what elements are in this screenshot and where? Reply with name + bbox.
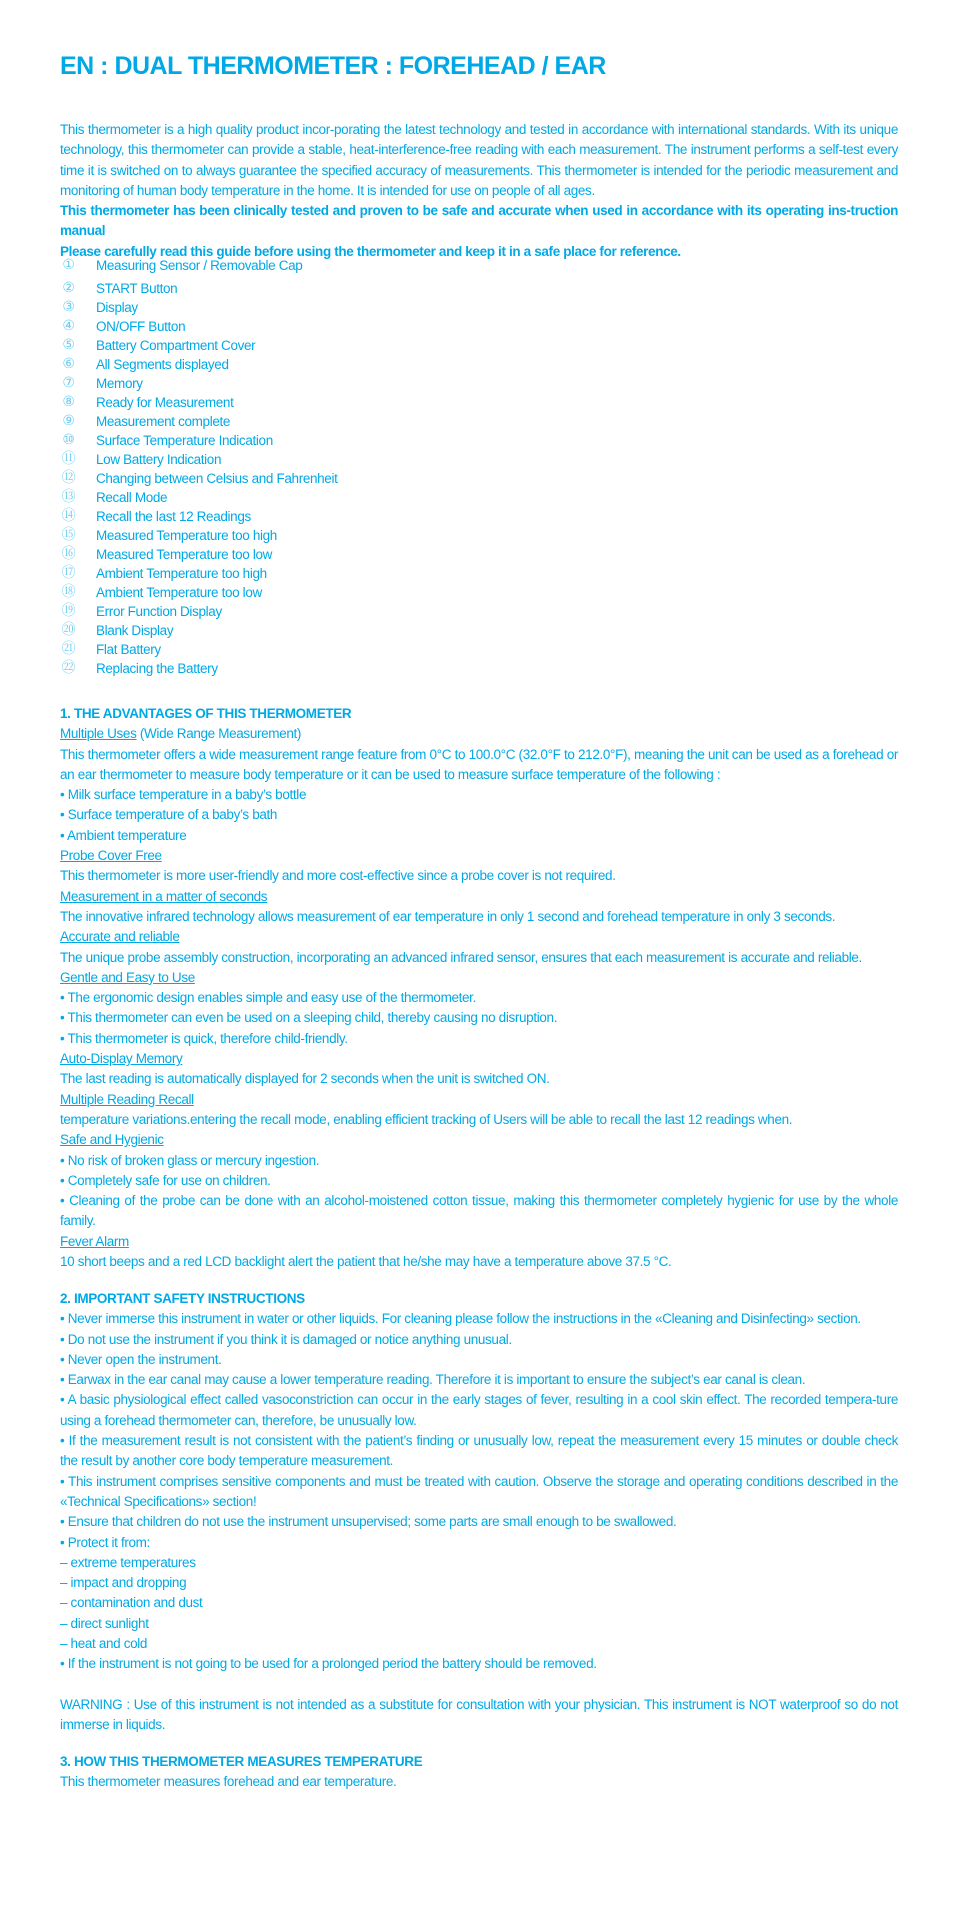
parts-list-item	[60, 256, 898, 275]
body-text: temperature variations.entering the recall mode, enabling efficient tracking of Users will be able to recall the last 12 readings when.	[60, 1111, 793, 1127]
item-label: Flat Battery	[96, 642, 161, 657]
parts-list-item	[60, 431, 898, 450]
body-text: The last reading is automatically displayed for 2 seconds when the unit is switched ON.	[60, 1071, 550, 1087]
parts-list-item	[60, 317, 898, 336]
bullet-item: • Surface temperature of a baby’s bath	[60, 807, 278, 823]
parts-list-item	[60, 564, 898, 583]
item-label: Blank Display	[96, 623, 174, 638]
parts-list-item	[60, 336, 898, 355]
dash-item: – direct sunlight	[60, 1615, 149, 1631]
parts-list-item	[60, 469, 898, 488]
bullet-item: • This thermometer can even be used on a sleeping child, thereby causing no disruption.	[60, 1010, 558, 1026]
dash-item: – impact and dropping	[60, 1575, 187, 1591]
bullet-item: • Do not use the instrument if you think it is damaged or notice anything unusual.	[60, 1331, 512, 1347]
item-number: ⑮	[61, 526, 76, 542]
section-how-it-measures	[60, 1752, 898, 1793]
bullet-item: • Completely safe for use on children.	[60, 1172, 271, 1188]
intro-clinical-note: This thermometer has been clinically tested and proven to be safe and accurate when used in accordance with its operating ins-truction manual	[60, 203, 898, 239]
item-label: Display	[96, 300, 138, 315]
item-label: Measuring Sensor / Removable Cap	[96, 258, 303, 273]
item-number: ⑰	[61, 564, 76, 580]
item-number: ⑧	[62, 393, 75, 409]
parts-list-item	[60, 507, 898, 526]
parts-list-item	[60, 640, 898, 659]
parts-list-item	[60, 545, 898, 564]
bullet-item: • Cleaning of the probe can be done with an alcohol-moistened cotton tissue, making this thermometer completely hygienic for use by the whole family.	[60, 1193, 898, 1229]
item-number: ⑦	[62, 374, 75, 390]
item-number: ㉑	[61, 640, 76, 656]
item-label: Measured Temperature too high	[96, 528, 277, 543]
subheading: Accurate and reliable	[60, 929, 180, 945]
item-label: All Segments displayed	[96, 357, 229, 372]
subheading: Probe Cover Free	[60, 848, 162, 864]
item-number: ㉒	[61, 659, 76, 675]
body-text: This thermometer measures forehead and ear temperature.	[60, 1774, 397, 1790]
body-text: The innovative infrared technology allows measurement of ear temperature in only 1 second and forehead temperature in only 3 seconds.	[60, 908, 836, 924]
item-label: Battery Compartment Cover	[96, 338, 256, 353]
parts-list-item	[60, 412, 898, 431]
parts-list-item	[60, 583, 898, 602]
intro-paragraph: This thermometer is a high quality product incor-porating the latest technology and tested in accordance with international standards. With its unique technology, this thermometer can provide a stable, heat-interference-free reading with each measurement. The instrument performs a self-test every time it is switched on to always guarantee the specified accuracy of measurements. This thermometer is intended for the periodic measurement and monitoring of human body temperature in the home. It is intended for use on people of all ages.	[60, 122, 898, 198]
item-number: ⑤	[62, 336, 75, 352]
parts-list-item	[60, 279, 898, 298]
item-label: START Button	[96, 281, 178, 296]
intro-section	[60, 120, 898, 262]
item-number: ①	[62, 256, 75, 272]
dash-item: – extreme temperatures	[60, 1554, 196, 1570]
multiple-uses-title	[60, 724, 898, 744]
item-number: ④	[62, 317, 75, 333]
item-label: Measurement complete	[96, 414, 231, 429]
parts-list-item	[60, 393, 898, 412]
multiple-uses-text: This thermometer offers a wide measurement range feature from 0°C to 100.0°C (32.0°F to 212.0°F), meaning the unit can be used as a forehead or an ear thermometer to measure body temperature or it can be used to measure surface temperature of the following :	[60, 746, 898, 782]
subheading: Multiple Reading Recall	[60, 1091, 194, 1107]
parts-list-item	[60, 621, 898, 640]
section-heading: 2. IMPORTANT SAFETY INSTRUCTIONS	[60, 1291, 305, 1306]
section-advantages	[60, 704, 898, 1272]
bullet-item: • The ergonomic design enables simple and easy use of the thermometer.	[60, 990, 476, 1006]
bullet-item: • This instrument comprises sensitive components and must be treated with caution. Observe the storage and operating conditions described in the «Technical Specifications» section!	[60, 1473, 898, 1509]
intro-read-guide-note: Please carefully read this guide before using the thermometer and keep it in a safe place for reference.	[60, 243, 681, 259]
bullet-item: • Earwax in the ear canal may cause a lower temperature reading. Therefore it is important to ensure the subject’s ear canal is clean.	[60, 1372, 806, 1388]
item-label: Memory	[96, 376, 143, 391]
body-text: The unique probe assembly construction, incorporating an advanced infrared sensor, ensures that each measurement is accurate and reliable.	[60, 949, 862, 965]
parts-list-item	[60, 298, 898, 317]
parts-list-item	[60, 450, 898, 469]
subheading: Safe and Hygienic	[60, 1132, 164, 1148]
bullet-item: • Ensure that children do not use the instrument unsupervised; some parts are small enough to be swallowed.	[60, 1514, 677, 1530]
bullet-item: • If the instrument is not going to be used for a prolonged period the battery should be removed.	[60, 1656, 597, 1672]
bullet-item: • Never open the instrument.	[60, 1351, 222, 1367]
parts-list-item	[60, 488, 898, 507]
parts-list-item	[60, 374, 898, 393]
item-number: ⑭	[61, 507, 76, 523]
body-text: 10 short beeps and a red LCD backlight alert the patient that he/she may have a temperature above 37.5 °C.	[60, 1254, 672, 1270]
parts-list-item	[60, 526, 898, 545]
dash-item: – heat and cold	[60, 1636, 148, 1652]
subheading: Multiple Uses	[60, 726, 137, 742]
item-label: Measured Temperature too low	[96, 547, 273, 562]
item-label: Error Function Display	[96, 604, 222, 619]
item-label: Recall Mode	[96, 490, 168, 505]
subheading: Gentle and Easy to Use	[60, 969, 195, 985]
item-label: Ambient Temperature too low	[96, 585, 262, 600]
item-number: ⑫	[61, 469, 76, 485]
item-number: ⑬	[61, 488, 76, 504]
bullet-item: • Milk surface temperature in a baby’s bottle	[60, 787, 307, 803]
item-label: ON/OFF Button	[96, 319, 186, 334]
item-number: ③	[62, 298, 75, 314]
subheading: Auto-Display Memory	[60, 1051, 183, 1067]
body-text: This thermometer is more user-friendly and more cost-effective since a probe cover is not required.	[60, 868, 616, 884]
item-label: Surface Temperature Indication	[96, 433, 273, 448]
subheading: Fever Alarm	[60, 1233, 129, 1249]
parts-list-item	[60, 602, 898, 621]
subheading: Measurement in a matter of seconds	[60, 888, 268, 904]
item-label: Changing between Celsius and Fahrenheit	[96, 471, 338, 486]
item-number: ⑱	[61, 583, 76, 599]
section-heading: 3. HOW THIS THERMOMETER MEASURES TEMPERATURE	[60, 1754, 423, 1769]
parts-list-item	[60, 659, 898, 678]
item-number: ⑳	[61, 621, 76, 637]
item-number: ②	[62, 279, 75, 295]
item-number: ⑥	[62, 355, 75, 371]
bullet-item: • Ambient temperature	[60, 827, 187, 843]
section-safety	[60, 1289, 898, 1735]
subheading-note: (Wide Range Measurement)	[136, 726, 302, 742]
dash-item: – contamination and dust	[60, 1595, 203, 1611]
bullet-item: • A basic physiological effect called vasoconstriction can occur in the early stages of fever, resulting in a cool skin effect. The recorded tempera-ture using a forehead thermometer can, therefore, be unusually low.	[60, 1392, 898, 1428]
page-title: EN : DUAL THERMOMETER : FOREHEAD / EAR	[60, 52, 606, 80]
item-label: Low Battery Indication	[96, 452, 222, 467]
bullet-item: • Protect it from:	[60, 1534, 150, 1550]
item-number: ⑯	[61, 545, 76, 561]
bullet-item: • No risk of broken glass or mercury ingestion.	[60, 1152, 320, 1168]
item-number: ⑩	[62, 431, 75, 447]
item-label: Ambient Temperature too high	[96, 566, 267, 581]
bullet-item: • If the measurement result is not consistent with the patient’s finding or unusually low, repeat the measurement every 15 minutes or double check the result by another core body temperature measurement.	[60, 1433, 898, 1469]
bullet-item: • This thermometer is quick, therefore child-friendly.	[60, 1030, 348, 1046]
bullet-item: • Never immerse this instrument in water or other liquids. For cleaning please follow the instructions in the «Cleaning and Disinfecting» section.	[60, 1311, 861, 1327]
parts-list-item	[60, 355, 898, 374]
item-number: ⑲	[61, 602, 76, 618]
item-number: ⑪	[61, 450, 76, 466]
item-label: Replacing the Battery	[96, 661, 218, 676]
item-label: Ready for Measurement	[96, 395, 234, 410]
item-label: Recall the last 12 Readings	[96, 509, 251, 524]
warning-text: WARNING : Use of this instrument is not intended as a substitute for consultation with your physician. This instrument is NOT waterproof so do not immerse in liquids.	[60, 1696, 898, 1732]
section-heading: 1. THE ADVANTAGES OF THIS THERMOMETER	[60, 706, 352, 721]
item-number: ⑨	[62, 412, 75, 428]
